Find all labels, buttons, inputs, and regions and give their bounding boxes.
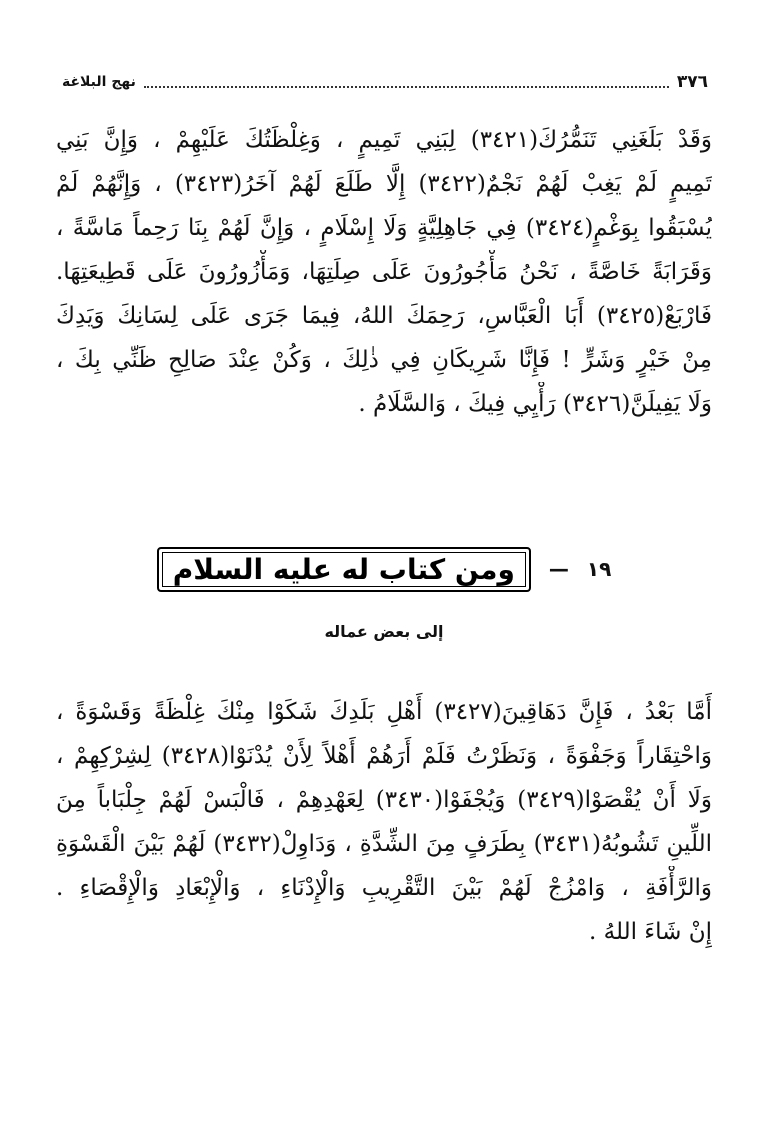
text-line: إِنْ شَاءَ اللهُ . (589, 919, 712, 945)
section-number: ١٩ (586, 557, 612, 581)
text-line: وَقَرَابَةً خَاصَّةً ، نَحْنُ مَأْجُورُونَ عَلَى صِلَتِهَا، وَمَأْزُورُونَ عَلَى قَطِيعَتِهَا. (56, 259, 712, 285)
section-title: ومن كتاب له عليه السلام (157, 547, 531, 592)
letter-19-text (56, 690, 712, 954)
text-line: اللِّينِ تَشُوبُهُ(٣٤٣١) بِطَرَفٍ مِنَ الشِّدَّةِ ، وَدَاوِلْ(٣٤٣٢) لَهُمْ بَيْنَ الْقَسْوَةِ (56, 831, 712, 857)
text-line: أَمَّا بَعْدُ ، فَإِنَّ دَهَاقِينَ(٣٤٢٧) أَهْلِ بَلَدِكَ شَكَوْا مِنْكَ غِلْظَةً وَقَسْوَةً ، (56, 699, 712, 725)
text-line: وَاحْتِقَاراً وَجَفْوَةً ، وَنَظَرْتُ فَلَمْ أَرَهُمْ أَهْلاً لِأَنْ يُدْنَوْا(٣٤٢٨) لِشِرْكِهِمْ ، (56, 743, 712, 769)
text-line: تَمِيمٍ لَمْ يَغِبْ لَهُمْ نَجْمٌ(٣٤٢٢) إِلَّا طَلَعَ لَهُمْ آخَرُ(٣٤٢٣) ، وَإِنَّهُمْ لَمْ (56, 171, 712, 197)
text-line: وَلَا يَفِيلَنَّ(٣٤٢٦) رَأْيِي فِيكَ ، وَالسَّلَامُ . (358, 391, 712, 417)
text-line: وَقَدْ بَلَغَنِي تَنَمُّرُكَ(٣٤٢١) لِبَنِي تَمِيمٍ ، وَغِلْظَتُكَ عَلَيْهِمْ ، وَإِنَّ بَنِي (56, 127, 712, 153)
letter-18-closing-text (56, 118, 712, 426)
book-title: نهج البلاغة (62, 74, 136, 90)
section-subtitle: إلى بعض عماله (324, 622, 444, 641)
text-line: مِنْ خَيْرٍ وَشَرٍّ ! فَإِنَّا شَرِيكَانِ فِي ذٰلِكَ ، وَكُنْ عِنْدَ صَالِحِ ظَنِّي بِكَ ، (56, 347, 712, 373)
page-number: ٣٧٦ (676, 72, 708, 92)
section-heading (0, 540, 768, 598)
text-line: فَارْبَعْ(٣٤٢٥) أَبَا الْعَبَّاسِ، رَحِمَكَ اللهُ، فِيمَا جَرَى عَلَى لِسَانِكَ وَيَدِكَ (56, 303, 712, 329)
header-dotted-rule (144, 76, 669, 88)
section-dash: — (548, 557, 569, 581)
text-line: وَالرَّأْفَةِ ، وَامْزُجْ لَهُمْ بَيْنَ التَّقْرِيبِ وَالْإِدْنَاءِ ، وَالْإِبْعَادِ وَالْإِقْصَاءِ . (56, 875, 712, 901)
text-line: يُسْبَقُوا بِوَغْمٍ(٣٤٢٤) فِي جَاهِلِيَّةٍ وَلَا إِسْلَامٍ ، وَإِنَّ لَهُمْ بِنَا رَحِماً مَاسَّةً ، (56, 215, 712, 241)
running-header (62, 70, 708, 94)
text-line: وَلَا أَنْ يُقْصَوْا(٣٤٢٩) وَيُجْفَوْا(٣٤٣٠) لِعَهْدِهِمْ ، فَالْبَسْ لَهُمْ جِلْبَاباً مِنَ (56, 787, 712, 813)
